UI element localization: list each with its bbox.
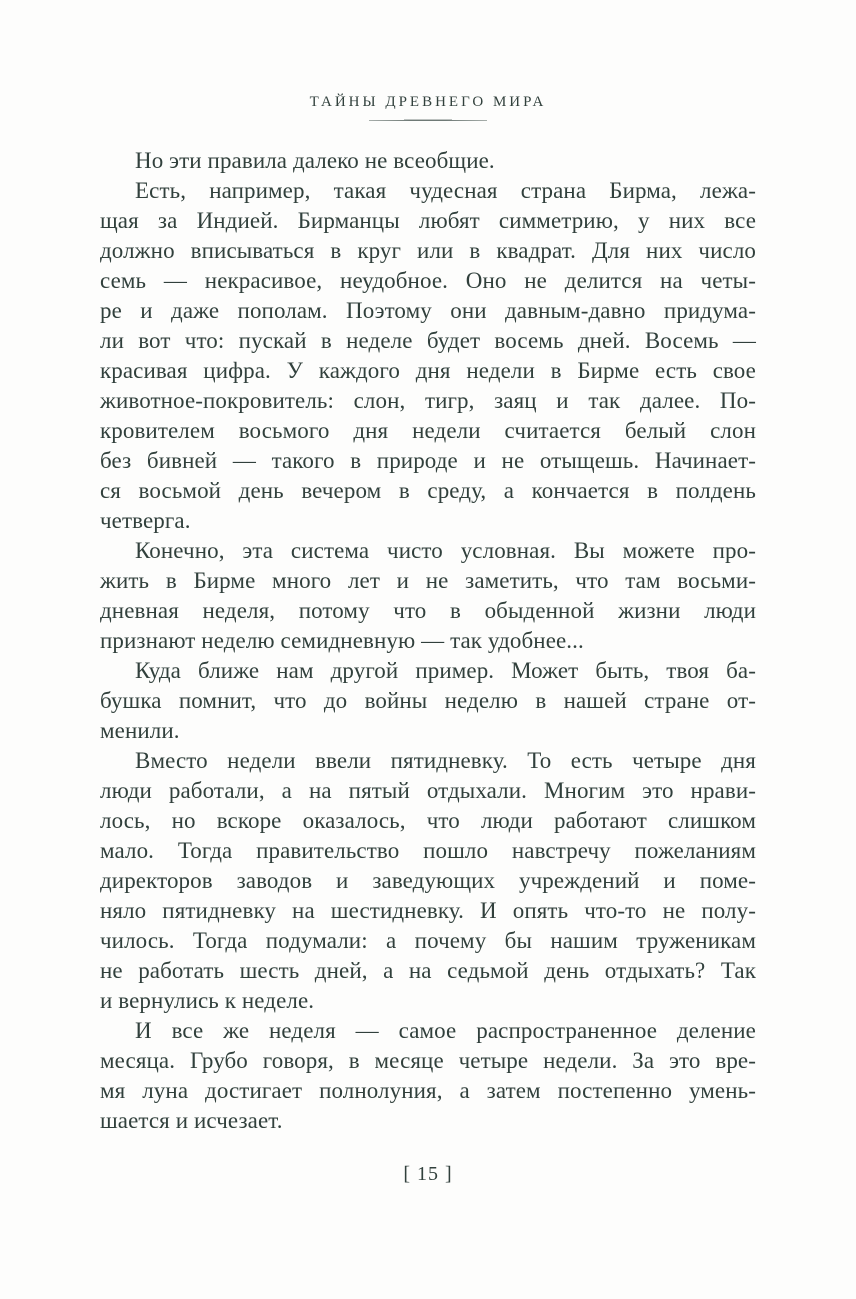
text-line: четверга. — [100, 508, 191, 533]
text-line: признают неделю семидневную — так удобнее... — [100, 628, 584, 653]
page-header — [100, 93, 756, 121]
paragraph — [100, 536, 756, 656]
text-line: чилось. Тогда подумали: а почему бы нашим труженикам — [100, 928, 756, 953]
paragraph — [100, 746, 756, 1016]
text-line: лось, но вскоре оказалось, что люди работают слишком — [100, 808, 756, 833]
paragraph — [100, 176, 756, 536]
text-line: мало. Тогда правительство пошло навстречу пожеланиям — [100, 838, 756, 863]
text-line: не работать шесть дней, а на седьмой день отдыхать? Так — [100, 958, 756, 983]
text-line: щая за Индией. Бирманцы любят симметрию, у них все — [100, 208, 756, 233]
text-line: дневная неделя, потому что в обыденной жизни люди — [100, 598, 756, 623]
page-text — [100, 146, 756, 1136]
text-line: должно вписываться в круг или в квадрат. Для них число — [100, 238, 756, 263]
text-line: мя луна достигает полнолуния, а затем постепенно умень- — [100, 1078, 756, 1103]
text-line: Но эти правила далеко не всеобщие. — [135, 148, 495, 173]
text-line: люди работали, а на пятый отдыхали. Многим это нрави- — [100, 778, 756, 803]
text-line: красивая цифра. У каждого дня недели в Бирме есть свое — [100, 358, 756, 383]
text-line: директоров заводов и заведующих учреждений и поме- — [100, 868, 756, 893]
text-line: и вернулись к неделе. — [100, 988, 315, 1013]
running-header-title: ТАЙНЫ ДРЕВНЕГО МИРА — [309, 94, 547, 110]
text-line: Куда ближе нам другой пример. Может быть, твоя ба- — [135, 658, 756, 683]
text-line: месяца. Грубо говоря, в месяце четыре недели. За это вре- — [100, 1048, 756, 1073]
text-line: И все же неделя — самое распространенное деление — [135, 1018, 756, 1043]
text-line: Есть, например, такая чудесная страна Бирма, лежа- — [135, 178, 756, 203]
paragraph — [100, 146, 756, 176]
text-line: шается и исчезает. — [100, 1108, 283, 1133]
text-line: ли вот что: пускай в неделе будет восемь дней. Восемь — — [100, 328, 756, 353]
paragraph — [100, 656, 756, 746]
paragraph — [100, 1016, 756, 1136]
text-line: бушка помнит, что до войны неделю в нашей стране от- — [100, 688, 756, 713]
text-line: ре и даже пополам. Поэтому они давным-давно придума- — [100, 298, 756, 323]
text-line: менили. — [100, 718, 180, 743]
text-line: животное-покровитель: слон, тигр, заяц и так далее. По- — [100, 388, 756, 413]
page-number: [ 15 ] — [403, 1163, 453, 1185]
text-line: кровителем восьмого дня недели считается белый слон — [100, 418, 756, 443]
header-ornament-rule — [369, 120, 487, 121]
text-line: жить в Бирме много лет и не заметить, что там восьми- — [100, 568, 756, 593]
text-line: ся восьмой день вечером в среду, а кончается в полдень — [100, 478, 756, 503]
text-line: няло пятидневку на шестидневку. И опять что-то не полу- — [100, 898, 756, 923]
text-line: Конечно, эта система чисто условная. Вы можете про- — [135, 538, 756, 563]
text-line: без бивней — такого в природе и не отыщешь. Начинает- — [100, 448, 756, 473]
text-line: Вместо недели ввели пятидневку. То есть четыре дня — [135, 748, 756, 773]
text-line: семь — некрасивое, неудобное. Оно не делится на четы- — [100, 268, 756, 293]
